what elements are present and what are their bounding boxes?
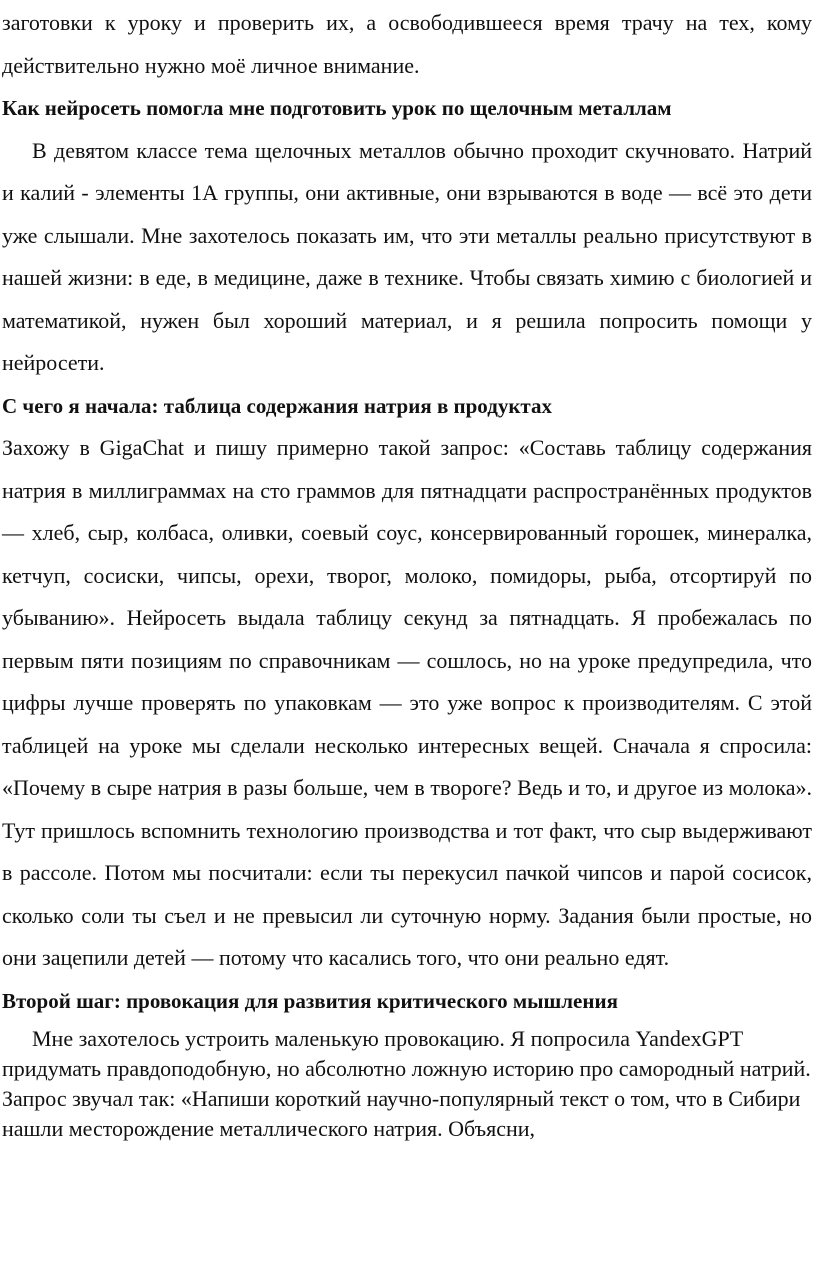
section-paragraph-alkali-lesson: В девятом классе тема щелочных металлов обычно проходит скучновато. Натрий и калий - элементы 1А группы, они активные, они взрываются в воде — всё это дети уже слышали. Мне захотелось показать им, что эти металлы реально присутствуют в нашей жизни: в еде, в медицине, даже в технике. Чтобы связать химию с биологией и математикой, нужен был хороший материал, и я решила попросить помощи у нейросети.: [2, 137, 812, 375]
section-paragraph-sodium-table: Захожу в GigaChat и пишу примерно такой запрос: «Составь таблицу содержания натрия в миллиграммах на сто граммов для пятнадцати распространённых продуктов — хлеб, сыр, колбаса, оливки, соевый соус, консервированный горошек, минералка, кетчуп, сосиски, чипсы, орехи, творог, молоко, помидоры, рыба, отсортируй по убыванию». Нейросеть выдала таблицу секунд за пятнадцать. Я пробежалась по первым пяти позициям по справочникам — сошлось, но на уроке предупредила, что цифры лучше проверять по упаковкам — это уже вопрос к производителям. С этой таблицей на уроке мы сделали несколько интересных вещей. Сначала я спросила: «Почему в сыре натрия в разы больше, чем в твороге? Ведь и то, и другое из молока». Тут пришлось вспомнить технологию производства и тот факт, что сыр выдерживают в рассоле. Потом мы посчитали: если ты перекусил пачкой чипсов и парой сосисок, сколько соли ты съел и не превысил ли суточную норму. Задания были простые, но они зацепили детей — потому что касались того, что они реально едят.: [2, 435, 812, 970]
intro-continuation-paragraph: заготовки к уроку и проверить их, а освободившееся время трачу на тех, кому действительно нужно моё личное внимание.: [2, 10, 812, 78]
section-heading-alkali-lesson: Как нейросеть помогла мне подготовить урок по щелочным металлам: [2, 96, 672, 120]
document-page: [2, 2, 812, 1144]
section-heading-sodium-table: С чего я начала: таблица содержания натрия в продуктах: [2, 393, 552, 418]
section-heading-critical-thinking: Второй шаг: провокация для развития критического мышления: [2, 988, 618, 1013]
section-paragraph-critical-thinking: Мне захотелось устроить маленькую провокацию. Я попросила YandexGPT придумать правдоподобную, но абсолютно ложную историю про самородный натрий. Запрос звучал так: «Напиши короткий научно-популярный текст о том, что в Сибири нашли месторождение металлического натрия. Объясни,: [2, 1026, 811, 1141]
